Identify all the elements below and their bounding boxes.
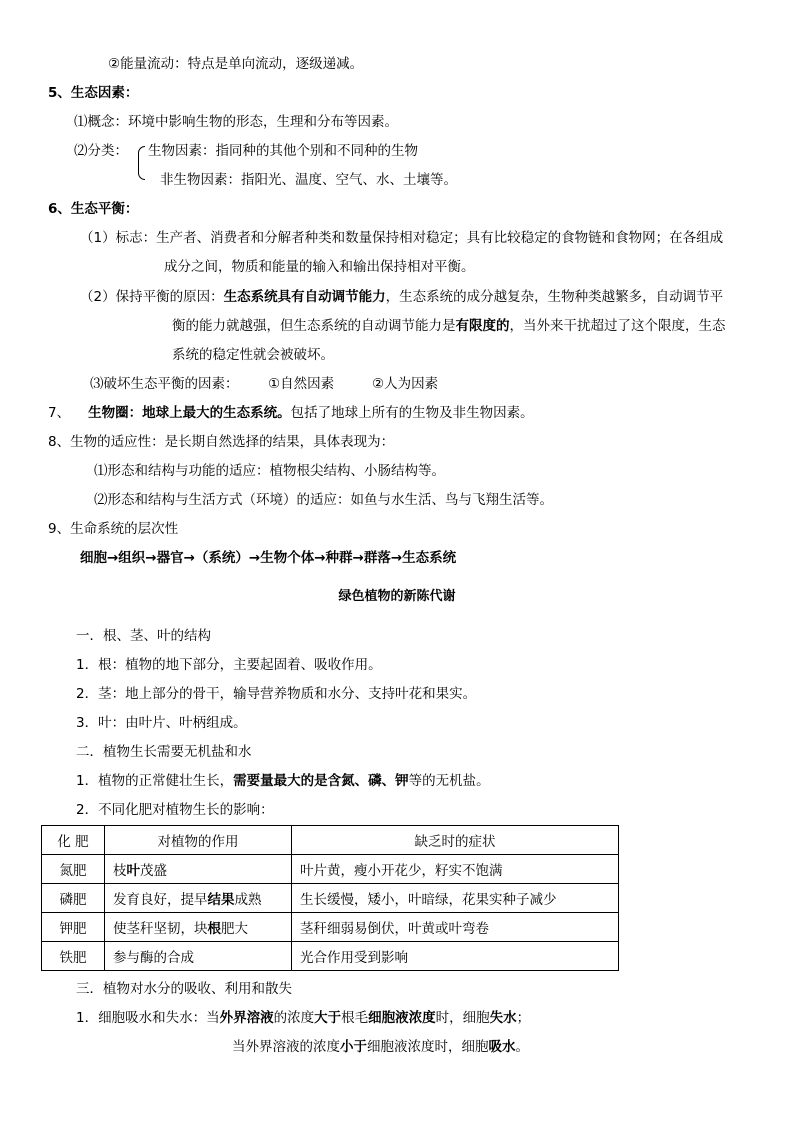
- header-deficiency: 缺乏时的症状: [292, 826, 619, 855]
- root-line: 1．根：植物的地下部分，主要起固着、吸收作用。: [76, 657, 382, 673]
- mineral-item-1: [76, 771, 490, 791]
- abiotic-factor: 非生物因素：指阳光、温度、空气、水、土壤等。: [160, 172, 457, 188]
- w1a: 1．细胞吸水和失水：当: [76, 1010, 220, 1026]
- table-header-row: [42, 826, 619, 855]
- header-effect: 对植物的作用: [105, 826, 292, 855]
- biosphere-rest: 包括了地球上所有的生物及非生物因素。: [290, 405, 534, 421]
- table-row: [42, 884, 619, 913]
- balance-sign-line-2: 成分之间，物质和能量的输入和输出保持相对平衡。: [164, 259, 475, 275]
- w1h: 失水: [489, 1010, 517, 1026]
- human-factor: ②人为因素: [372, 376, 439, 392]
- mineral-item-2: 2．不同化肥对植物生长的影响：: [76, 802, 274, 818]
- water-line-2: [232, 1037, 529, 1057]
- adaptation-heading: 8、生物的适应性：是长期自然选择的结果，具体表现为：: [48, 434, 395, 450]
- fertilizer-effect: 发育良好，提早结果成熟: [105, 884, 292, 913]
- fertilizer-name: 磷肥: [42, 884, 105, 913]
- w2a: 当外界溶液的浓度: [232, 1039, 340, 1055]
- balance-reason-line-1: [80, 287, 723, 307]
- w1c: 的浓度: [273, 1010, 315, 1026]
- biosphere-num: 7、: [48, 405, 71, 421]
- heading-ecological-balance: 6、生态平衡：: [48, 201, 139, 217]
- fertilizer-effect: 使茎秆坚韧，块根肥大: [105, 913, 292, 942]
- destroy-factors-label: ⑶破坏生态平衡的因素：: [90, 376, 239, 392]
- table-row: [42, 855, 619, 884]
- balance-reason-line-3: 系统的稳定性就会被破坏。: [172, 347, 334, 363]
- reason-rest: ，生态系统的成分越复杂，生物种类越繁多，自动调节平: [385, 289, 724, 305]
- mineral-heading: 二．植物生长需要无机盐和水: [76, 744, 252, 760]
- hierarchy-heading: 9、生命系统的层次性: [48, 521, 179, 537]
- structure-heading: 一．根、茎、叶的结构: [76, 628, 211, 644]
- mineral-item-1-a: 1．植物的正常健壮生长，: [76, 773, 234, 789]
- table-row: [42, 942, 619, 971]
- reason2-a: 衡的能力就越强，但生态系统的自动调节能力是: [172, 318, 456, 334]
- biosphere-line: [48, 403, 534, 423]
- w2b: 小于: [340, 1039, 367, 1055]
- classification-brace: [138, 146, 145, 180]
- table-row: [42, 913, 619, 942]
- adaptation-item-1: ⑴形态和结构与功能的适应：植物根尖结构、小肠结构等。: [94, 463, 445, 479]
- w1g: 时，细胞: [435, 1010, 490, 1026]
- w2c: 细胞液浓度时，细胞: [367, 1039, 489, 1055]
- stem-line: 2．茎：地上部分的骨干，输导营养物质和水分、支持叶花和果实。: [76, 686, 477, 702]
- w1d: 大于: [314, 1010, 342, 1026]
- w1i: ；: [516, 1010, 531, 1026]
- ecological-factor-class-label: ⑵分类：: [74, 143, 128, 159]
- mineral-item-1-bold: 需要量最大的是含氮、磷、钾: [233, 773, 409, 789]
- leaf-line: 3．叶：由叶片、叶柄组成。: [76, 715, 247, 731]
- hierarchy-chain: 细胞→组织→器官→（系统）→生物个体→种群→群落→生态系统: [80, 550, 457, 566]
- reason2-c: ，当外来干扰超过了这个限度，生态: [509, 318, 726, 334]
- biosphere-bold: 生物圈：地球上最大的生态系统。: [88, 405, 291, 421]
- section-title: 绿色植物的新陈代谢: [338, 589, 456, 604]
- energy-flow-line: ②能量流动：特点是单向流动，逐级递减。: [108, 56, 364, 72]
- fertilizer-deficiency: 生长缓慢，矮小，叶暗绿，花果实种子减少: [292, 884, 619, 913]
- fertilizer-table: [41, 825, 619, 971]
- balance-sign-line-1: （1）标志：生产者、消费者和分解者种类和数量保持相对稳定；具有比较稳定的食物链和食物网；在各组成: [80, 230, 724, 246]
- w1b: 外界溶液: [219, 1010, 274, 1026]
- fertilizer-effect: 枝叶茂盛: [105, 855, 292, 884]
- heading-ecological-factors: 5、生态因素：: [48, 85, 139, 101]
- fertilizer-deficiency: 茎秆细弱易倒伏，叶黄或叶弯卷: [292, 913, 619, 942]
- w1f: 细胞液浓度: [368, 1010, 436, 1026]
- header-fertilizer: 化 肥: [42, 826, 105, 855]
- fertilizer-effect: 参与酶的合成: [105, 942, 292, 971]
- water-heading: 三．植物对水分的吸收、利用和散失: [76, 981, 292, 997]
- natural-factor: ①自然因素: [268, 376, 335, 392]
- fertilizer-name: 钾肥: [42, 913, 105, 942]
- fertilizer-name: 铁肥: [42, 942, 105, 971]
- reason-bold: 生态系统具有自动调节能力: [223, 289, 386, 305]
- w2d: 吸水: [488, 1039, 516, 1055]
- water-line-1: [76, 1008, 530, 1028]
- w2e: 。: [515, 1039, 529, 1055]
- balance-reason-line-2: [172, 316, 726, 336]
- reason-label: （2）保持平衡的原因：: [80, 289, 224, 305]
- fertilizer-deficiency: 光合作用受到影响: [292, 942, 619, 971]
- w1e: 根毛: [341, 1010, 369, 1026]
- reason2-bold: 有限度的: [455, 318, 510, 334]
- biotic-factor: 生物因素：指同种的其他个别和不同种的生物: [148, 143, 418, 159]
- fertilizer-name: 氮肥: [42, 855, 105, 884]
- adaptation-item-2: ⑵形态和结构与生活方式（环境）的适应：如鱼与水生活、鸟与飞翔生活等。: [94, 492, 553, 508]
- ecological-factor-concept: ⑴概念：环境中影响生物的形态，生理和分布等因素。: [74, 114, 398, 130]
- fertilizer-deficiency: 叶片黄，瘦小开花少，籽实不饱满: [292, 855, 619, 884]
- mineral-item-1-c: 等的无机盐。: [408, 773, 490, 789]
